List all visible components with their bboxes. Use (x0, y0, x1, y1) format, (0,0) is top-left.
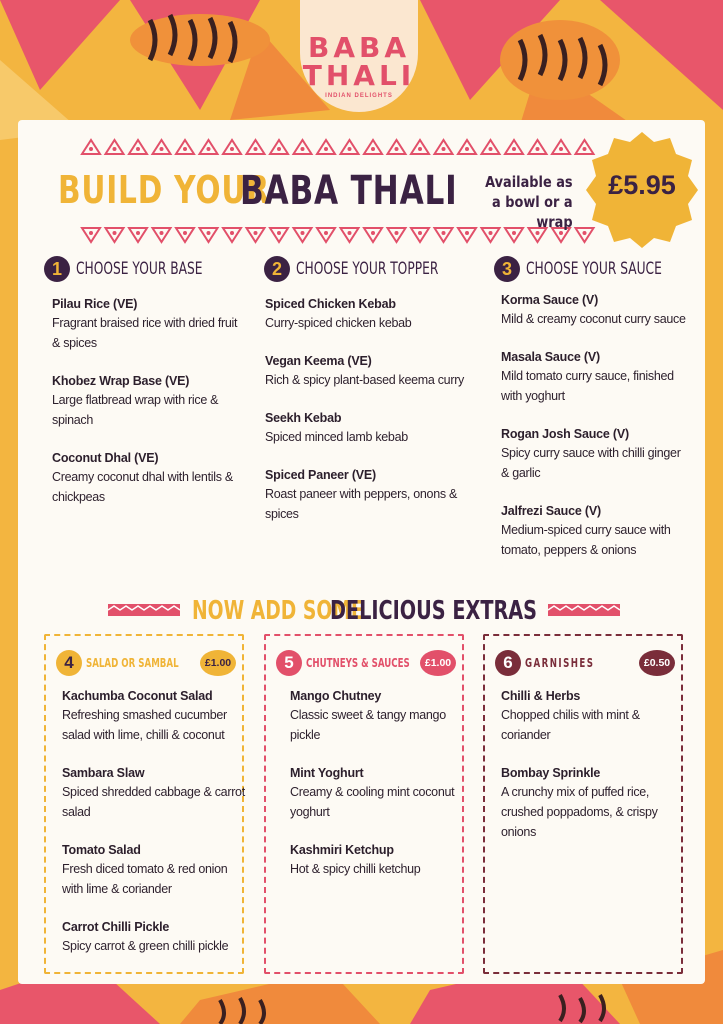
price-tag: £0.50 (639, 650, 675, 676)
sauce-options (501, 292, 691, 580)
item-desc: Creamy coconut dhal with lentils & chickpeas (52, 470, 233, 504)
triangle-dot (183, 231, 187, 235)
triangle-dot (442, 147, 446, 151)
list-item[interactable] (52, 373, 242, 430)
item-name: Jalfrezi Sauce (V) (501, 504, 601, 518)
list-item[interactable] (265, 467, 475, 524)
item-desc: Mild & creamy coconut curry sauce (501, 312, 686, 326)
step-2-heading (264, 256, 494, 284)
step-label: CHOOSE YOUR SAUCE (526, 259, 662, 279)
step-3-heading (494, 256, 715, 284)
box-heading (495, 650, 679, 680)
triangle-dot (348, 231, 352, 235)
logo-line-2: THALI (302, 59, 416, 92)
box-heading (276, 650, 460, 680)
availability-note: Available as a bowl or a wrap (485, 173, 573, 231)
list-item[interactable] (501, 765, 685, 842)
item-name: Vegan Keema (VE) (265, 354, 372, 368)
title-light: BUILD YOUR (58, 168, 270, 212)
list-item[interactable] (62, 919, 246, 956)
step-number: 2 (264, 256, 290, 282)
item-desc: Refreshing smashed cucumber salad with lime, chilli & coconut (62, 708, 227, 742)
item-desc: Large flatbread wrap with rice & spinach (52, 393, 219, 427)
list-item[interactable] (501, 349, 691, 406)
box-label: SALAD OR SAMBAL (86, 656, 179, 670)
list-item[interactable] (62, 842, 246, 899)
price-tag: £1.00 (200, 650, 236, 676)
item-name: Coconut Dhal (VE) (52, 451, 159, 465)
item-name: Sambara Slaw (62, 766, 145, 780)
step-number: 5 (276, 650, 302, 676)
triangle-dot (160, 147, 164, 151)
triangle-dot (160, 231, 164, 235)
list-item[interactable] (265, 296, 475, 333)
item-desc: Spicy curry sauce with chilli ginger & garlic (501, 446, 681, 480)
extras-heading-light: NOW ADD SOME (192, 596, 364, 626)
triangle-dot (324, 147, 328, 151)
extras-box-garnishes (483, 634, 683, 974)
list-item[interactable] (501, 426, 691, 483)
triangle-dot (324, 231, 328, 235)
box-label: GARNISHES (525, 656, 595, 670)
list-item[interactable] (290, 842, 474, 879)
item-name: Pilau Rice (VE) (52, 297, 138, 311)
triangle-border-top (80, 138, 600, 156)
triangle-dot (183, 147, 187, 151)
triangle-dot (348, 147, 352, 151)
triangle-dot (113, 231, 117, 235)
zigzag-right-ornament (548, 604, 620, 616)
item-desc: Fragrant braised rice with dried fruit & spices (52, 316, 238, 350)
step-1-heading (44, 256, 252, 284)
item-desc: Creamy & cooling mint coconut yoghurt (290, 785, 455, 819)
item-desc: A crunchy mix of puffed rice, crushed poppadoms, & crispy onions (501, 785, 658, 839)
triangle-dot (536, 147, 540, 151)
triangle-dot (512, 147, 516, 151)
triangle-dot (113, 147, 117, 151)
topper-options (265, 296, 475, 544)
item-desc: Spiced shredded cabbage & carrot salad (62, 785, 245, 819)
item-desc: Spicy carrot & green chilli pickle (62, 939, 229, 953)
garnish-options (501, 688, 685, 862)
item-desc: Spiced minced lamb kebab (265, 430, 408, 444)
triangle-dot (207, 231, 211, 235)
item-name: Chilli & Herbs (501, 689, 581, 703)
extras-heading (108, 596, 628, 630)
triangle-dot (277, 147, 281, 151)
step-number: 6 (495, 650, 521, 676)
list-item[interactable] (501, 688, 685, 745)
triangle-dot (230, 231, 234, 235)
step-number: 3 (494, 256, 520, 282)
chutney-options (290, 688, 474, 899)
triangle-dot (254, 231, 258, 235)
triangle-dot (489, 147, 493, 151)
triangle-dot (136, 147, 140, 151)
triangle-dot (301, 147, 305, 151)
thali-price: £5.95 (608, 170, 676, 200)
triangle-dot (465, 231, 469, 235)
logo-tagline: INDIAN DELIGHTS (325, 93, 393, 99)
list-item[interactable] (52, 450, 242, 507)
step-label: CHOOSE YOUR TOPPER (296, 259, 439, 279)
triangle-dot (254, 147, 258, 151)
triangle-dot (230, 147, 234, 151)
logo-line-1: BABA (307, 31, 411, 64)
list-item[interactable] (265, 410, 475, 447)
item-name: Seekh Kebab (265, 411, 342, 425)
triangle-dot (395, 231, 399, 235)
list-item[interactable] (290, 765, 474, 822)
list-item[interactable] (290, 688, 474, 745)
item-name: Bombay Sprinkle (501, 766, 601, 780)
item-name: Korma Sauce (V) (501, 293, 599, 307)
item-name: Mint Yoghurt (290, 766, 364, 780)
list-item[interactable] (501, 292, 691, 329)
price-tag: £1.00 (420, 650, 456, 676)
triangle-dot (301, 231, 305, 235)
item-desc: Classic sweet & tangy mango pickle (290, 708, 446, 742)
triangle-dot (559, 147, 563, 151)
triangle-dot (418, 231, 422, 235)
item-desc: Rich & spicy plant-based keema curry (265, 373, 465, 387)
item-name: Mango Chutney (290, 689, 382, 703)
box-label: CHUTNEYS & SAUCES (306, 656, 410, 670)
triangle-dot (442, 231, 446, 235)
triangle-dot (277, 231, 281, 235)
salad-options (62, 688, 246, 976)
step-number: 1 (44, 256, 70, 282)
item-name: Khobez Wrap Base (VE) (52, 374, 190, 388)
triangle-dot (89, 147, 93, 151)
extras-box-salad (44, 634, 244, 974)
triangle-dot (465, 147, 469, 151)
item-desc: Medium-spiced curry sauce with tomato, peppers & onions (501, 523, 671, 557)
step-label: CHOOSE YOUR BASE (76, 259, 203, 279)
triangle-dot (371, 147, 375, 151)
box-heading (56, 650, 240, 680)
item-name: Kachumba Coconut Salad (62, 689, 213, 703)
item-desc: Chopped chilis with mint & coriander (501, 708, 640, 742)
item-name: Kashmiri Ketchup (290, 843, 394, 857)
item-desc: Roast paneer with peppers, onons & spices (265, 487, 458, 521)
triangle-dot (418, 147, 422, 151)
step-number: 4 (56, 650, 82, 676)
list-item[interactable] (265, 353, 475, 390)
page-title (58, 168, 458, 218)
item-desc: Hot & spicy chilli ketchup (290, 862, 421, 876)
item-name: Carrot Chilli Pickle (62, 920, 170, 934)
list-item[interactable] (62, 688, 246, 745)
zigzag-left-ornament (108, 604, 180, 616)
item-name: Spiced Chicken Kebab (265, 297, 396, 311)
item-name: Spiced Paneer (VE) (265, 468, 377, 482)
item-name: Rogan Josh Sauce (V) (501, 427, 629, 441)
triangle-dot (136, 231, 140, 235)
title-dark: BABA THALI (240, 168, 458, 214)
item-name: Tomato Salad (62, 843, 141, 857)
list-item[interactable] (62, 765, 246, 822)
brand-logo (300, 0, 418, 112)
list-item[interactable] (501, 503, 691, 560)
item-desc: Curry-spiced chicken kebab (265, 316, 412, 330)
item-desc: Fresh diced tomato & red onion with lime & coriander (62, 862, 228, 896)
base-options (52, 296, 242, 527)
triangle-dot (371, 231, 375, 235)
item-name: Masala Sauce (V) (501, 350, 600, 364)
extras-box-chutneys (264, 634, 464, 974)
triangle-dot (395, 147, 399, 151)
extras-heading-dark: DELICIOUS EXTRAS (330, 596, 538, 626)
list-item[interactable] (52, 296, 242, 353)
item-desc: Mild tomato curry sauce, finished with yoghurt (501, 369, 674, 403)
triangle-dot (207, 147, 211, 151)
triangle-dot (89, 231, 93, 235)
